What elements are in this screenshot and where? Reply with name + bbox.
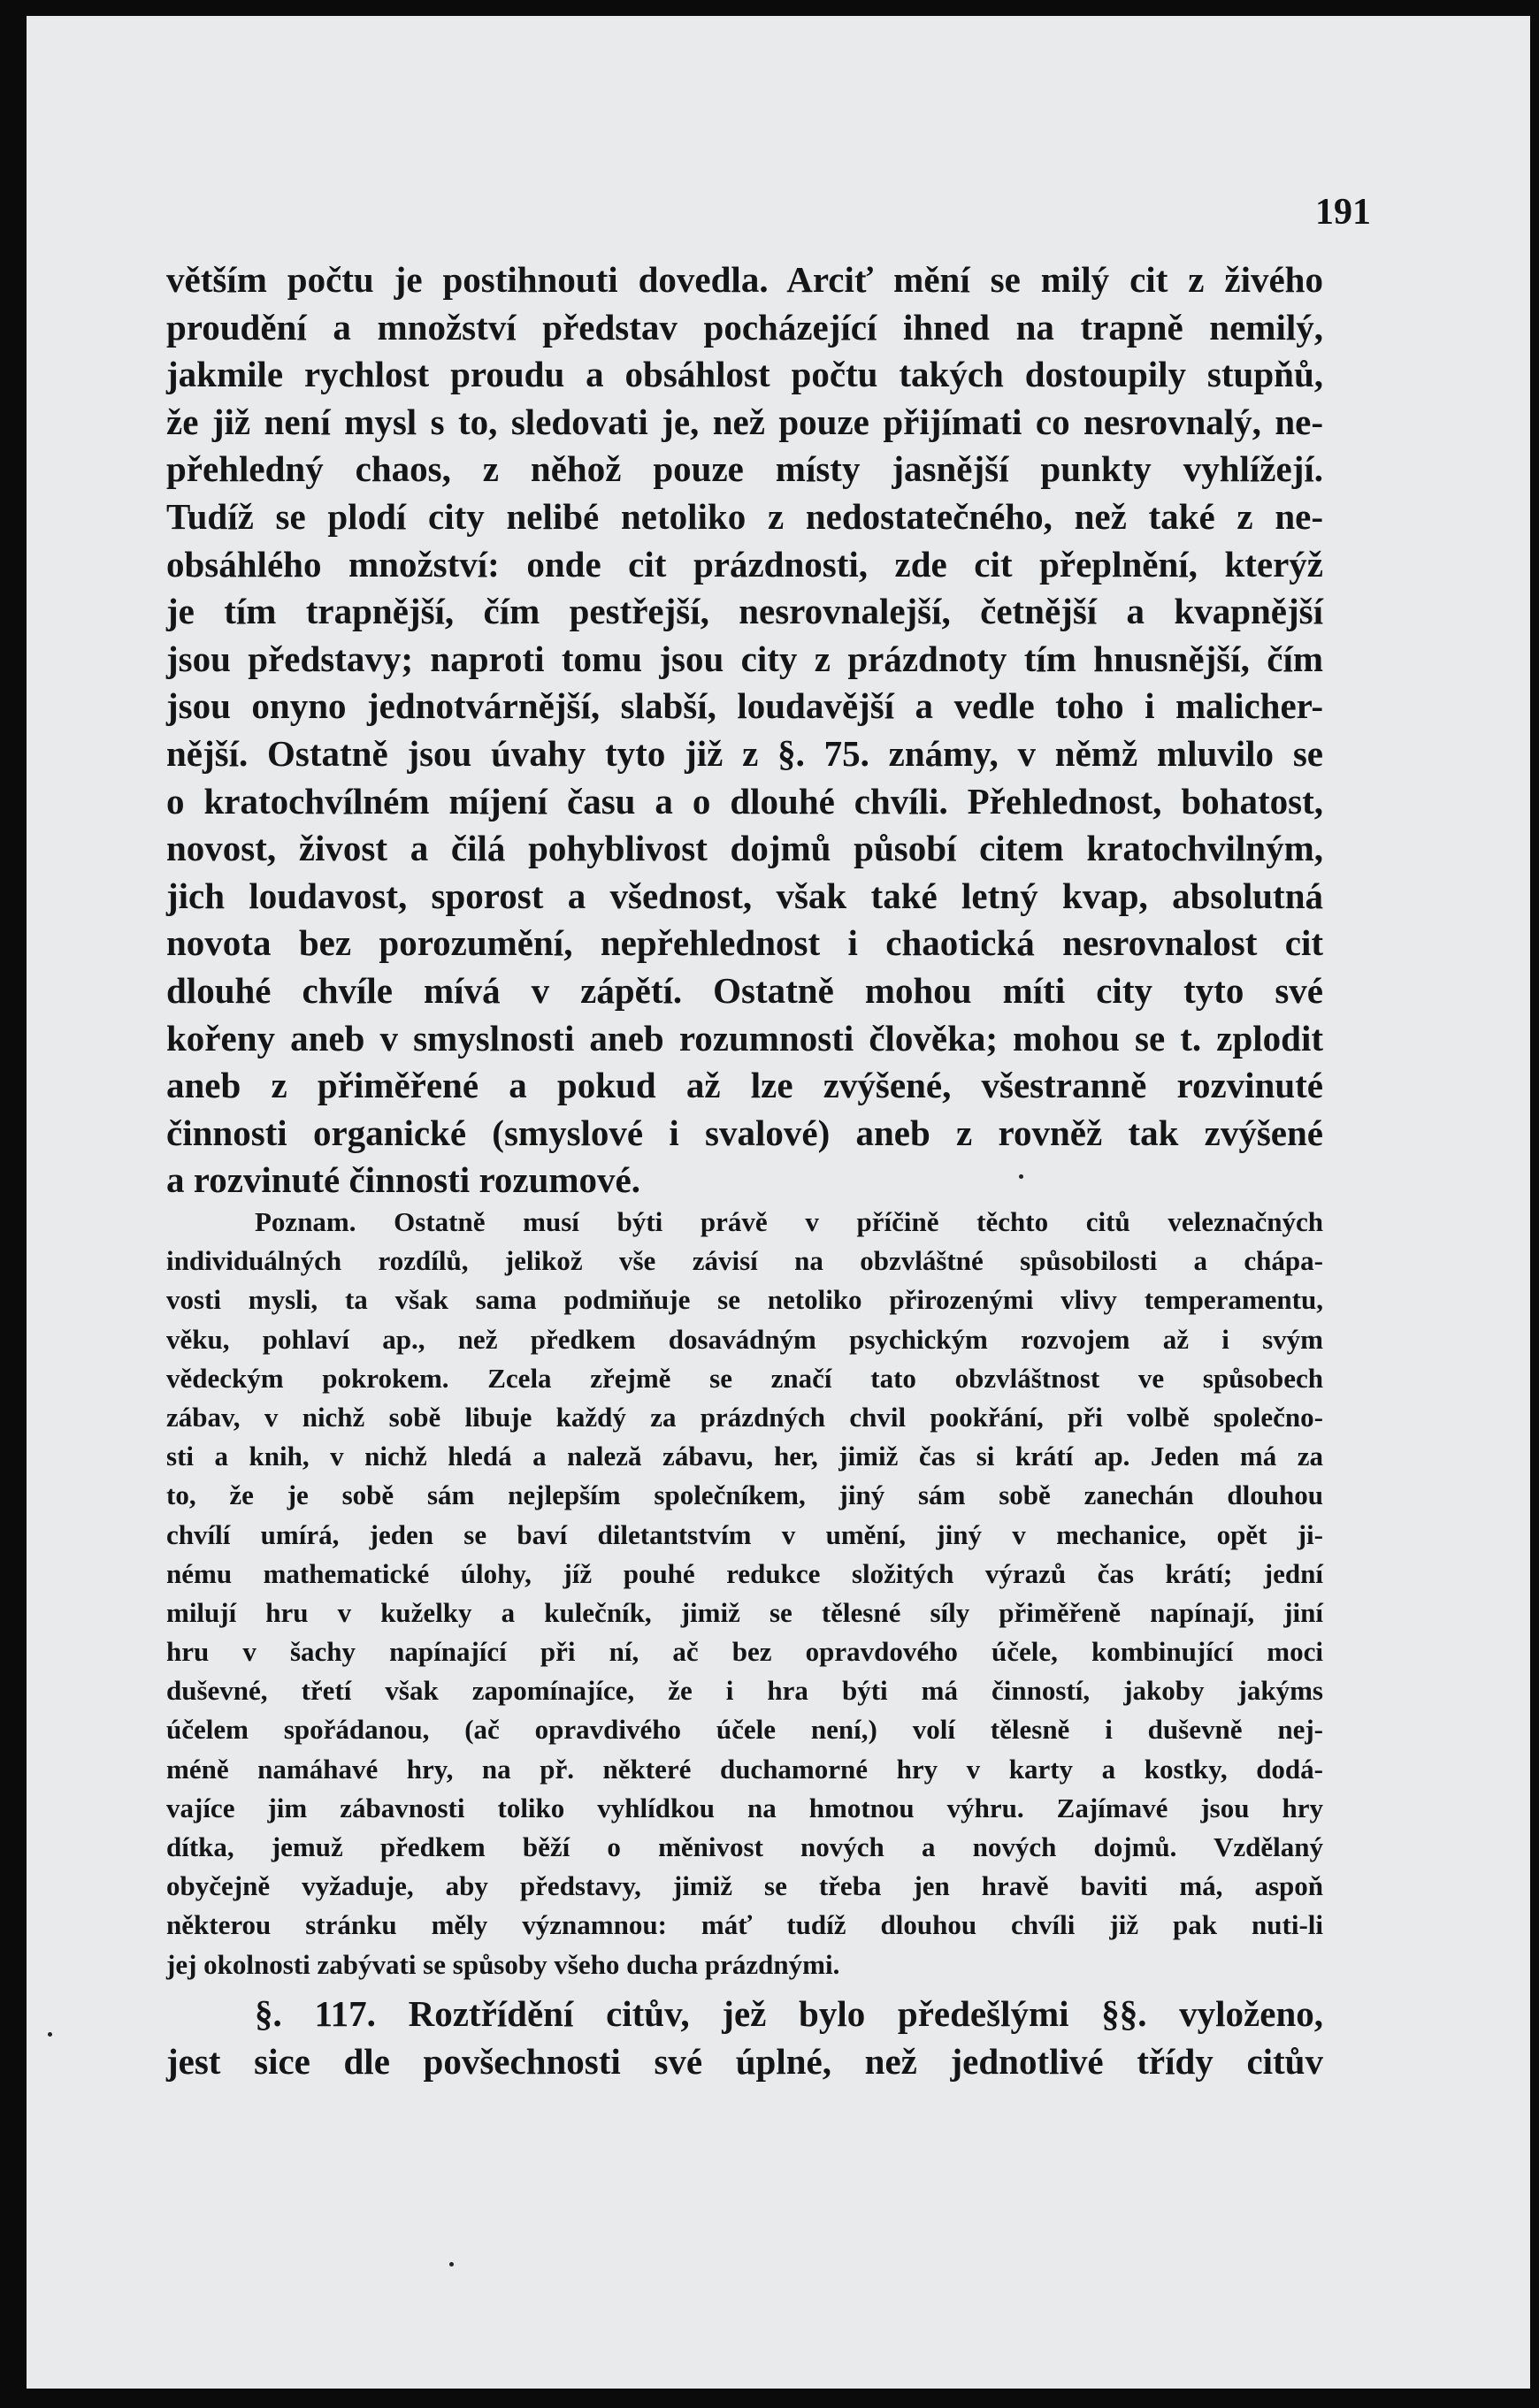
note-line: individuálných rozdílů, jelikož vše závisí na obzvláštné spůsobilosti a chápa- — [166, 1245, 1323, 1277]
note-line: dítka, jemuž předkem běží o měnivost nových a nových dojmů. Vzdělaný — [166, 1831, 1323, 1862]
note-line: jej okolnosti zabývati se spůsoby všeho ducha prázdnými. — [166, 1948, 840, 1980]
note-line: obyčejně vyžaduje, aby představy, jimiž se třeba jen hravě baviti má, aspoň — [166, 1870, 1323, 1902]
book-page — [27, 16, 1530, 2389]
text-line: že již není mysl s to, sledovati je, než pouze přijímati co nesrovnalý, ne- — [166, 401, 1323, 442]
text-line: aneb z přiměřené a pokud až lze zvýšené, všestranně rozvinuté — [166, 1065, 1323, 1106]
text-line: kořeny aneb v smyslnosti aneb rozumnosti člověka; mohou se t. zplodit — [166, 1017, 1323, 1059]
note-line: vajíce jim zábavnosti toliko vyhlídkou na hmotnou výhru. Zajímavé jsou hry — [166, 1792, 1323, 1823]
main-paragraph — [166, 256, 1323, 1204]
section-line: jest sice dle povšechnosti své úplné, než jednotlivé třídy citův — [166, 2041, 1323, 2082]
note-line: nému mathematické úlohy, jíž pouhé redukce složitých výrazů čas krátí; jední — [166, 1557, 1323, 1589]
speck — [449, 2262, 454, 2267]
text-line: činnosti organické (smyslové i svalové) aneb z rovněž tak zvýšené — [166, 1112, 1323, 1153]
section-line: §. 117. Roztřídění citův, jež bylo předešlými §§. vyloženo, — [255, 1993, 1323, 2034]
section-paragraph — [166, 1990, 1323, 2085]
text-line: jich loudavost, sporost a všednost, však také letný kvap, absolutná — [166, 875, 1323, 916]
footnote-paragraph — [166, 1203, 1323, 1984]
text-line: větším počtu je postihnouti dovedla. Arciť mění se milý cit z živého — [166, 259, 1323, 300]
note-line: některou stránku měly významnou: máť tudíž dlouhou chvíli již pak nuti-li — [166, 1909, 1323, 1941]
text-line: Tudíž se plodí city nelibé netoliko z nedostatečného, než také z ne- — [166, 495, 1323, 537]
text-line: je tím trapnější, čím pestřejší, nesrovnalejší, četnější a kvapnější — [166, 591, 1323, 632]
text-line: přehledný chaos, z něhož pouze místy jasnější punkty vyhlížejí. — [166, 448, 1323, 490]
text-line: a rozvinuté činnosti rozumové. — [166, 1159, 641, 1201]
page-number: 191 — [1315, 192, 1371, 233]
text-line: o kratochvílném míjení času a o dlouhé chvíli. Přehlednost, bohatost, — [166, 780, 1323, 822]
note-line: vědeckým pokrokem. Zcela zřejmě se značí tato obzvláštnost ve spůsobech — [166, 1362, 1323, 1394]
note-line: milují hru v kuželky a kulečník, jimiž se tělesné síly přiměřeně napínají, jiní — [166, 1596, 1323, 1628]
speck — [48, 2032, 52, 2037]
note-line: Poznam. Ostatně musí býti právě v příčině těchto citů veleznačných — [255, 1206, 1323, 1237]
text-line: jsou onyno jednotvárnější, slabší, loudavější a vedle toho i malicher- — [166, 685, 1323, 727]
note-line: sti a knih, v nichž hledá a naleză zábavu, her, jimiž čas si krátí ap. Jeden má za — [166, 1441, 1323, 1472]
text-line: novost, živost a čilá pohyblivost dojmů působí citem kratochvilným, — [166, 828, 1323, 869]
note-line: méně namáhavé hry, na př. některé duchamorné hry v karty a kostky, dodá- — [166, 1753, 1323, 1785]
text-line: jsou představy; naproti tomu jsou city z prázdnoty tím hnusnější, čím — [166, 638, 1323, 679]
text-line: dlouhé chvíle mívá v zápětí. Ostatně mohou míti city tyto své — [166, 969, 1323, 1011]
text-line: jakmile rychlost proudu a obsáhlost počtu takých dostoupily stupňů, — [166, 354, 1323, 395]
note-line: to, že je sobě sám nejlepším společníkem, jiný sám sobě zanechán dlouhou — [166, 1479, 1323, 1511]
text-line: obsáhlého množství: onde cit prázdnosti, zde cit přeplnění, kterýž — [166, 543, 1323, 585]
note-line: účelem spořádanou, (ač opravdivého účele není,) volí tělesně i duševně nej- — [166, 1714, 1323, 1746]
text-line: nější. Ostatně jsou úvahy tyto již z §. 75. známy, v němž mluvilo se — [166, 732, 1323, 774]
note-line: duševné, třetí však zapomínajíce, že i hra býti má činností, jakoby jakýms — [166, 1675, 1323, 1707]
text-line: proudění a množství představ pocházející ihned na trapně nemilý, — [166, 306, 1323, 348]
note-line: chvílí umírá, jeden se baví diletantstvím v umění, jiný v mechanice, opět ji- — [166, 1518, 1323, 1550]
note-line: vosti mysli, ta však sama podmiňuje se netoliko přirozenými vlivy temperamentu, — [166, 1284, 1323, 1316]
note-line: zábav, v nichž sobě libuje každý za prázdných chvil pookřání, při volbě společno- — [166, 1401, 1323, 1433]
text-line: novota bez porozumění, nepřehlednost i chaotická nesrovnalost cit — [166, 922, 1323, 964]
note-line: věku, pohlaví ap., než předkem dosavádným psychickým rozvojem až i svým — [166, 1323, 1323, 1355]
speck — [1019, 1174, 1023, 1179]
note-line: hru v šachy napínající při ní, ač bez opravdového účele, kombinující moci — [166, 1636, 1323, 1668]
